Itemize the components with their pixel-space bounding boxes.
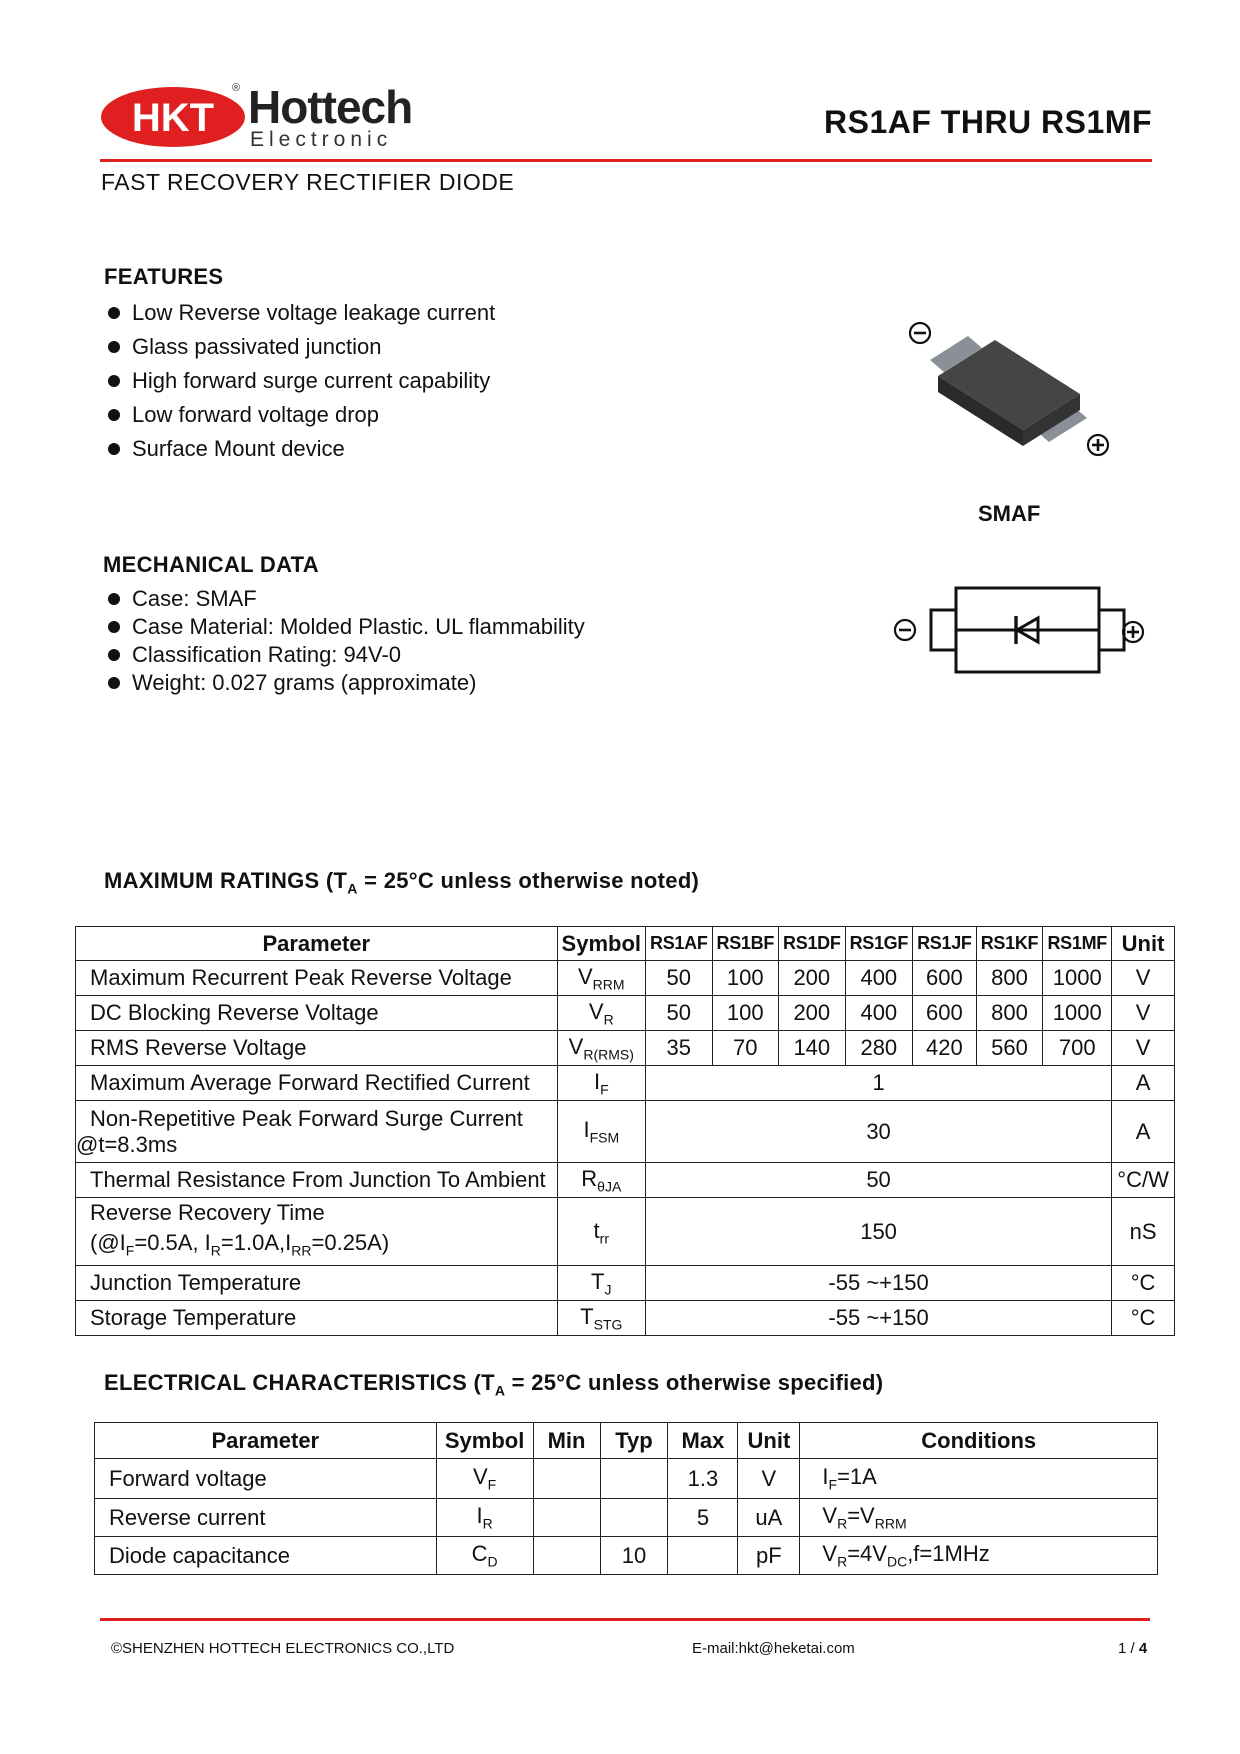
footer-email: E-mail:hkt@heketai.com	[692, 1640, 855, 1657]
table-row: Maximum Recurrent Peak Reverse Voltage $V_{RRM}$ 50 100 200 400 600 800 1000 V	[76, 961, 1175, 996]
table-row: Reverse current $I_R$ 5 uA $V_R=V_{RRM}$	[95, 1499, 1158, 1537]
list-item: Case Material: Molded Plastic. UL flammability	[104, 613, 585, 641]
header-unit: Unit	[1112, 927, 1175, 961]
mechanical-list	[104, 585, 585, 697]
table-row: Thermal Resistance From Junction To Ambient $R_{\theta JA}$ 50 °C/W	[76, 1163, 1175, 1198]
electrical-heading: ELECTRICAL CHARACTERISTICS ($T_A = 25^\circ C$ unless otherwise specified)	[104, 1370, 884, 1399]
header-conditions: Conditions	[800, 1423, 1158, 1459]
header-parameter: Parameter	[76, 927, 558, 961]
table-row: Storage Temperature $T_{STG}$ -55 ~+150 °C	[76, 1301, 1175, 1336]
header-part: RS1DF	[779, 927, 846, 961]
list-item: Case: SMAF	[104, 585, 585, 613]
table-row: Forward voltage $V_F$ 1.3 V $I_F=1A$	[95, 1459, 1158, 1499]
table-row: Non-Repetitive Peak Forward Surge Current @t=8.3ms $I_{FSM}$ 30 A	[76, 1101, 1175, 1163]
logo-text: HKT	[131, 96, 215, 140]
page-number: 1 / 4	[1118, 1640, 1148, 1657]
header-parameter: Parameter	[95, 1423, 437, 1459]
hkt-logo	[100, 86, 246, 148]
footer-company: ©SHENZHEN HOTTECH ELECTRONICS CO.,LTD	[111, 1640, 455, 1657]
diode-symbol-diagram	[890, 580, 1150, 680]
list-item: Weight: 0.027 grams (approximate)	[104, 669, 585, 697]
max-ratings-heading: MAXIMUM RATINGS ($T_A = 25^\circ C$ unless otherwise noted)	[104, 868, 700, 897]
table-header-row	[95, 1423, 1158, 1459]
list-item: Glass passivated junction	[104, 330, 495, 364]
header-part: RS1GF	[845, 927, 913, 961]
table-row: Diode capacitance $C_D$ 10 pF $V_R=4V_{DC},f=1MHz$	[95, 1537, 1158, 1575]
header-unit: Unit	[738, 1423, 800, 1459]
header-typ: Typ	[600, 1423, 668, 1459]
header-part: RS1MF	[1043, 927, 1112, 961]
header-part: RS1AF	[646, 927, 713, 961]
header-part: RS1JF	[913, 927, 977, 961]
features-list	[104, 296, 495, 466]
document-subtitle: FAST RECOVERY RECTIFIER DIODE	[101, 169, 515, 195]
document-title: RS1AF THRU RS1MF	[823, 104, 1152, 140]
header-symbol: Symbol	[557, 927, 645, 961]
package-label: SMAF	[978, 501, 1041, 526]
list-item: Surface Mount device	[104, 432, 495, 466]
registered-mark: ®	[232, 82, 241, 94]
header-part: RS1BF	[712, 927, 779, 961]
list-item: Low Reverse voltage leakage current	[104, 296, 495, 330]
header-max: Max	[668, 1423, 738, 1459]
table-header-row	[76, 927, 1175, 961]
list-item: High forward surge current capability	[104, 364, 495, 398]
smaf-package-illustration	[900, 310, 1130, 470]
header-divider	[100, 159, 1152, 162]
header-symbol: Symbol	[436, 1423, 533, 1459]
table-row: Junction Temperature $T_J$ -55 ~+150 °C	[76, 1266, 1175, 1301]
list-item: Low forward voltage drop	[104, 398, 495, 432]
header-part: RS1KF	[976, 927, 1043, 961]
brand-name: Hottech	[248, 81, 413, 133]
max-ratings-table	[75, 926, 1175, 1336]
table-row: RMS Reverse Voltage $V_{R(RMS)}$ 35 70 140 280 420 560 700 V	[76, 1031, 1175, 1066]
mechanical-heading: MECHANICAL DATA	[103, 552, 319, 577]
list-item: Classification Rating: 94V-0	[104, 641, 585, 669]
table-row: DC Blocking Reverse Voltage $V_R$ 50 100 200 400 600 800 1000 V	[76, 996, 1175, 1031]
table-row: Maximum Average Forward Rectified Current $I_F$ 1 A	[76, 1066, 1175, 1101]
electrical-characteristics-table	[94, 1422, 1158, 1575]
header-min: Min	[533, 1423, 600, 1459]
footer-divider	[100, 1618, 1150, 1621]
brand-subtitle: Electronic	[250, 128, 393, 151]
features-heading: FEATURES	[104, 264, 224, 289]
table-row: Reverse Recovery Time ($@I_F=0.5A$, $I_R=1.0A,I_{RR}=0.25A$) $t_{rr}$ 150 nS	[76, 1198, 1175, 1266]
